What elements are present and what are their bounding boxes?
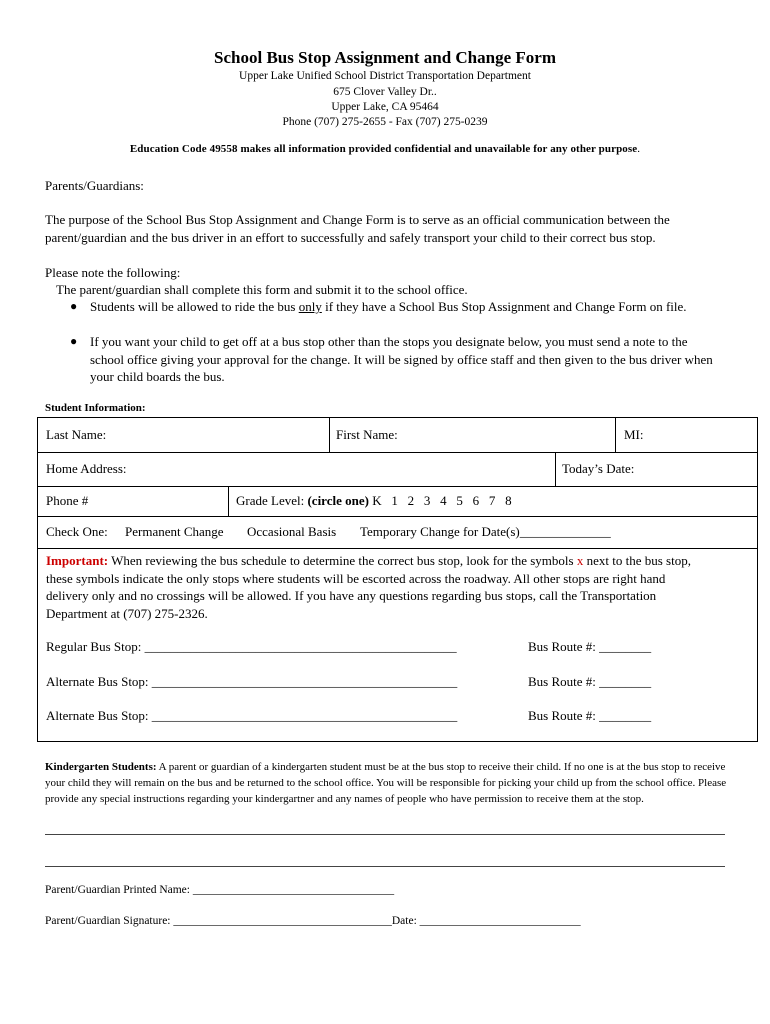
education-code-text: Education Code 49558 makes all information provided confidential and unavailable for any other purpose [129, 143, 638, 155]
row-divider [38, 548, 757, 549]
option-temporary-change[interactable]: Temporary Change for Date(s)______________ [360, 524, 611, 539]
todays-date-field[interactable]: Today’s Date: [562, 461, 635, 476]
col-divider [555, 452, 556, 486]
check-one-label: Check One: [46, 524, 108, 539]
row-divider [38, 452, 757, 453]
district-name: Upper Lake Unified School District Transportation Department [239, 70, 531, 82]
grade-level-label: Grade Level: [236, 493, 305, 508]
bullet-1-part-a: Students will be allowed to ride the bus [90, 299, 299, 314]
instructions-line-1[interactable] [45, 834, 725, 835]
circle-one-label: (circle one) [307, 493, 369, 508]
note-line: The parent/guardian shall complete this form and submit it to the school office. [56, 282, 468, 297]
bullet-2-text: If you want your child to get off at a bus stop other than the stops you designate below, you must send a note to the school office giving your approval for the change. It will be signed by office staff and then given to the bus driver when your child boards the bus. [90, 334, 713, 384]
option-permanent-change[interactable]: Permanent Change [125, 524, 224, 539]
bullet-2-icon: ● [70, 334, 78, 348]
regular-bus-stop-field[interactable]: Regular Bus Stop: ________________________________________________ [46, 639, 457, 654]
education-code-period: . [637, 143, 641, 155]
important-notice [46, 552, 711, 622]
col-divider [615, 418, 616, 452]
bullet-1-text [90, 298, 720, 316]
col-divider [329, 418, 330, 452]
kindergarten-notice [45, 759, 730, 807]
important-text-a: When reviewing the bus schedule to determine the correct bus stop, look for the symbols [108, 553, 577, 568]
instructions-line-2[interactable] [45, 866, 725, 867]
signature-date-field[interactable]: Parent/Guardian Signature: ______________________________________Date: ____________________________ [45, 915, 581, 927]
city-address: Upper Lake, CA 95464 [331, 101, 439, 113]
phone-field[interactable]: Phone # [46, 493, 89, 508]
student-info-heading: Student Information: [45, 402, 146, 414]
col-divider [228, 486, 229, 516]
purpose-paragraph: The purpose of the School Bus Stop Assignment and Change Form is to serve as an official communication between the parent/guardian and the bus driver in an effort to successfully and safely transport your child to their correct bus stop. [45, 212, 670, 245]
alternate-bus-stop-field-2[interactable]: Alternate Bus Stop: _______________________________________________ [46, 708, 458, 723]
grade-options[interactable]: K 1 2 3 4 5 6 7 8 [372, 493, 512, 508]
mi-field[interactable]: MI: [624, 427, 644, 442]
row-divider [38, 486, 757, 487]
important-text-b: next to the bus stop, these symbols indicate the only stops where students will be escorted across the roadway. All other stops are right hand delivery only and no crossings will be allowed. If you have any questions regarding bus stops, call the Transportation Department at (707) 275-2326. [46, 553, 691, 621]
important-label: Important: [46, 553, 109, 568]
kindergarten-label: Kindergarten Students: [45, 761, 157, 773]
street-address: 675 Clover Valley Dr.. [333, 86, 437, 98]
alternate-bus-stop-field-1[interactable]: Alternate Bus Stop: _______________________________________________ [46, 674, 458, 689]
salutation: Parents/Guardians: [45, 178, 144, 193]
option-occasional-basis[interactable]: Occasional Basis [247, 524, 337, 539]
bullet-1-only: only [298, 299, 322, 314]
first-name-field[interactable]: First Name: [336, 427, 398, 442]
phone-fax: Phone (707) 275-2655 - Fax (707) 275-0239 [282, 116, 488, 128]
printed-name-field[interactable]: Parent/Guardian Printed Name: ___________________________________ [45, 884, 395, 896]
row-divider [38, 516, 757, 517]
grade-level-field[interactable] [236, 493, 512, 509]
form-title: School Bus Stop Assignment and Change Form [214, 48, 556, 67]
escort-x-symbol: x [576, 553, 584, 568]
last-name-field[interactable]: Last Name: [46, 427, 107, 442]
note-heading: Please note the following: [45, 265, 181, 280]
kindergarten-text: A parent or guardian of a kindergarten student must be at the bus stop to receive their child. If no one is at the bus stop to receive your child they will remain on the bus and be returned to the school office. You will be responsible for picking your child up from the school office. Please provide any special instructions regarding your kindergartner and any names of people who have permission to receive them at the stop. [45, 761, 727, 805]
student-info-box [37, 417, 758, 742]
bullet-1-part-b: if they have a School Bus Stop Assignment and Change Form on file. [321, 299, 687, 314]
education-code-notice [0, 143, 770, 155]
bus-route-field-2[interactable]: Bus Route #: ________ [528, 674, 652, 689]
bus-route-field-3[interactable]: Bus Route #: ________ [528, 708, 652, 723]
home-address-field[interactable]: Home Address: [46, 461, 127, 476]
bullet-1-icon: ● [70, 299, 78, 313]
bus-route-field-1[interactable]: Bus Route #: ________ [528, 639, 652, 654]
